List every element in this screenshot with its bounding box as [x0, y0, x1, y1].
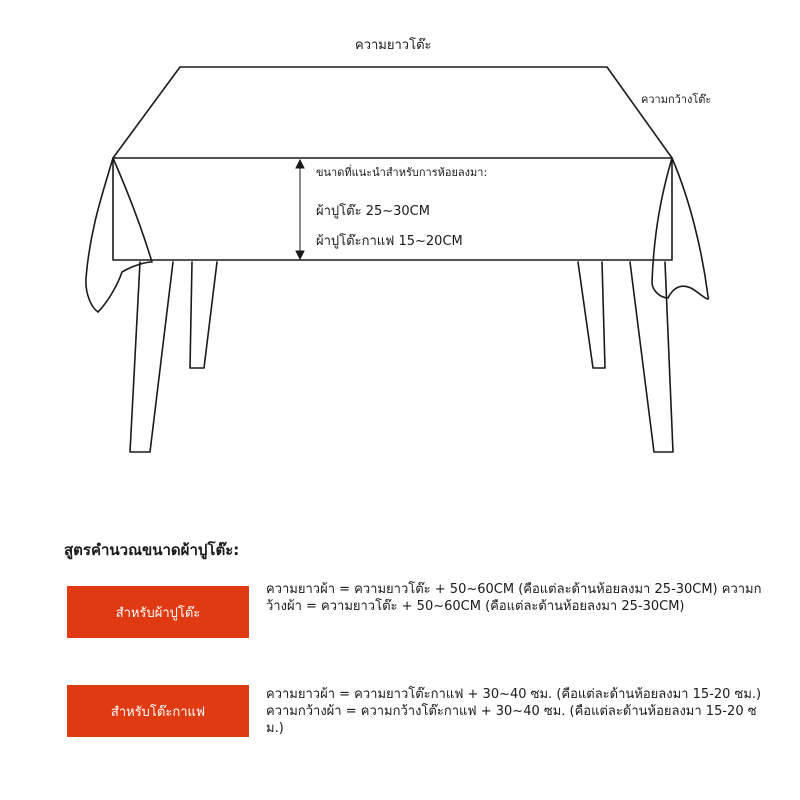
formula-title: สูตรคำนวณขนาดผ้าปูโต๊ะ:: [64, 541, 240, 559]
leg-front-right: [630, 262, 673, 452]
coffee-table-formula-text: ความยาวผ้า = ความยาวโต๊ะกาแฟ + 30~40 ซม. (คือแต่ละด้านห้อยลงมา 15-20 ซม.) ความกว้างผ้า = ความกว้างโต๊ะกาแฟ + 30~40 ซม. (คือแต่ละด้านห้อยลงมา 15-20 ซม.): [266, 687, 762, 736]
table-top-outline: [113, 67, 672, 158]
drop-recommendation-label: ขนาดที่แนะนำสำหรับการห้อยลงมา:: [316, 166, 488, 179]
table-width-label: ความกว้างโต๊ะ: [641, 93, 712, 106]
cloth-left-drape: [86, 158, 152, 312]
drop-tablecloth-value: ผ้าปูโต๊ะ 25~30CM: [316, 204, 430, 219]
coffee-table-badge: สำหรับโต๊ะกาแฟ: [67, 685, 249, 737]
drop-arrow: [296, 160, 304, 259]
table-length-label: ความยาวโต๊ะ: [355, 38, 432, 53]
tablecloth-formula-text: ความยาวผ้า = ความยาวโต๊ะ + 50~60CM (คือแต่ละด้านห้อยลงมา 25-30CM) ความกว้างผ้า = ความยาวโต๊ะ + 50~60CM (คือแต่ละด้านห้อยลงมา 25-30CM): [266, 582, 762, 614]
tablecloth-badge: สำหรับผ้าปูโต๊ะ: [67, 586, 249, 638]
cloth-right-drape: [652, 158, 708, 299]
leg-back-right: [578, 262, 605, 368]
leg-front-left: [130, 262, 173, 452]
drop-coffee-table-value: ผ้าปูโต๊ะกาแฟ 15~20CM: [316, 234, 463, 249]
leg-back-left: [190, 262, 217, 368]
